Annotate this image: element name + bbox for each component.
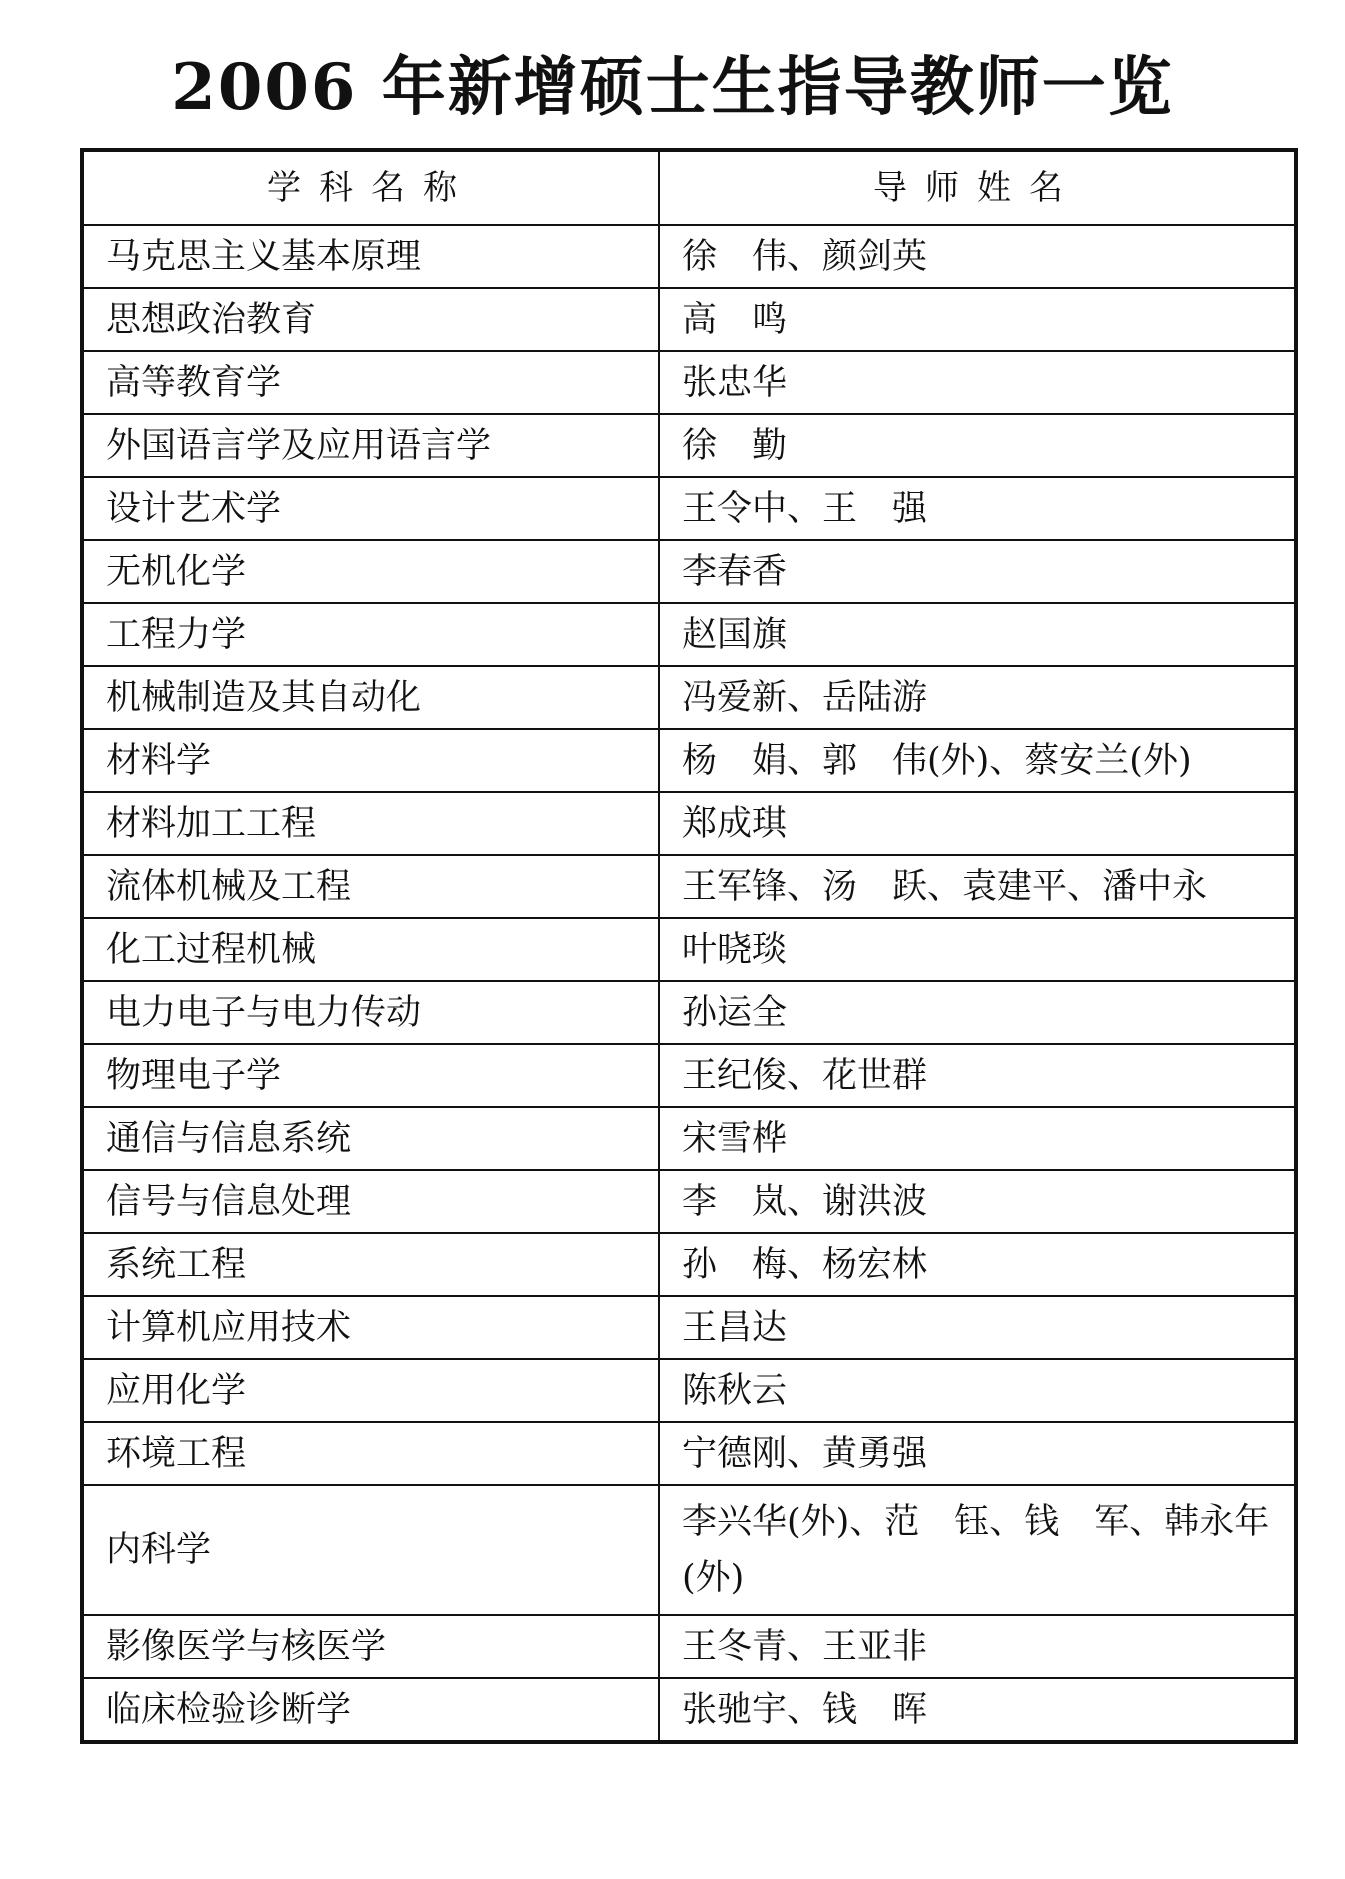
subject-cell: 无机化学 (82, 540, 659, 603)
advisors-cell: 徐 勤 (659, 414, 1296, 477)
advisors-cell: 赵国旗 (659, 603, 1296, 666)
advisors-cell: 宋雪桦 (659, 1107, 1296, 1170)
advisors-cell: 李春香 (659, 540, 1296, 603)
advisors-cell: 王军锋、汤 跃、袁建平、潘中永 (659, 855, 1296, 918)
subject-cell: 应用化学 (82, 1359, 659, 1422)
subject-cell: 影像医学与核医学 (82, 1615, 659, 1678)
table-row (82, 351, 1296, 414)
advisors-cell: 王纪俊、花世群 (659, 1044, 1296, 1107)
subject-cell: 外国语言学及应用语言学 (82, 414, 659, 477)
table-row (82, 540, 1296, 603)
advisor-table (80, 148, 1298, 1744)
table-row (82, 1044, 1296, 1107)
subject-cell: 物理电子学 (82, 1044, 659, 1107)
subject-cell: 材料加工工程 (82, 792, 659, 855)
column-header-advisors: 导师姓名 (659, 150, 1296, 225)
advisors-cell: 孙运全 (659, 981, 1296, 1044)
table-row (82, 1170, 1296, 1233)
table-row (82, 1233, 1296, 1296)
table-row (82, 1422, 1296, 1485)
subject-cell: 环境工程 (82, 1422, 659, 1485)
subject-cell: 高等教育学 (82, 351, 659, 414)
advisors-cell: 张驰宇、钱 晖 (659, 1678, 1296, 1742)
advisors-cell: 宁德刚、黄勇强 (659, 1422, 1296, 1485)
table-row (82, 1359, 1296, 1422)
subject-cell: 临床检验诊断学 (82, 1678, 659, 1742)
subject-cell: 工程力学 (82, 603, 659, 666)
table-row (82, 792, 1296, 855)
advisors-cell: 叶晓琰 (659, 918, 1296, 981)
table-row (82, 414, 1296, 477)
subject-cell: 通信与信息系统 (82, 1107, 659, 1170)
table-row (82, 1485, 1296, 1615)
subject-cell: 材料学 (82, 729, 659, 792)
subject-cell: 化工过程机械 (82, 918, 659, 981)
advisors-cell: 冯爱新、岳陆游 (659, 666, 1296, 729)
table-row (82, 918, 1296, 981)
subject-cell: 机械制造及其自动化 (82, 666, 659, 729)
page-title: 2006 年新增硕士生指导教师一览 (171, 50, 1174, 125)
advisors-cell: 郑成琪 (659, 792, 1296, 855)
subject-cell: 计算机应用技术 (82, 1296, 659, 1359)
table-header-row (82, 150, 1296, 225)
advisors-cell: 陈秋云 (659, 1359, 1296, 1422)
table-row (82, 1678, 1296, 1742)
subject-cell: 系统工程 (82, 1233, 659, 1296)
table-row (82, 288, 1296, 351)
table-row (82, 1107, 1296, 1170)
table-row (82, 729, 1296, 792)
table-row (82, 477, 1296, 540)
advisors-cell: 王令中、王 强 (659, 477, 1296, 540)
subject-cell: 马克思主义基本原理 (82, 225, 659, 288)
subject-cell: 电力电子与电力传动 (82, 981, 659, 1044)
advisors-cell: 高 鸣 (659, 288, 1296, 351)
advisors-cell: 李兴华(外)、范 钰、钱 军、韩永年(外) (659, 1485, 1296, 1615)
subject-cell: 设计艺术学 (82, 477, 659, 540)
table-row (82, 855, 1296, 918)
table-row (82, 666, 1296, 729)
advisors-cell: 王昌达 (659, 1296, 1296, 1359)
subject-cell: 思想政治教育 (82, 288, 659, 351)
table-row (82, 225, 1296, 288)
subject-cell: 内科学 (82, 1485, 659, 1615)
advisors-cell: 王冬青、王亚非 (659, 1615, 1296, 1678)
advisors-cell: 徐 伟、颜剑英 (659, 225, 1296, 288)
advisors-cell: 孙 梅、杨宏林 (659, 1233, 1296, 1296)
table-row (82, 981, 1296, 1044)
table-row (82, 1615, 1296, 1678)
table-row (82, 1296, 1296, 1359)
advisors-cell: 李 岚、谢洪波 (659, 1170, 1296, 1233)
table-row (82, 603, 1296, 666)
advisors-cell: 杨 娟、郭 伟(外)、蔡安兰(外) (659, 729, 1296, 792)
advisors-cell: 张忠华 (659, 351, 1296, 414)
column-header-subject: 学科名称 (82, 150, 659, 225)
subject-cell: 流体机械及工程 (82, 855, 659, 918)
subject-cell: 信号与信息处理 (82, 1170, 659, 1233)
